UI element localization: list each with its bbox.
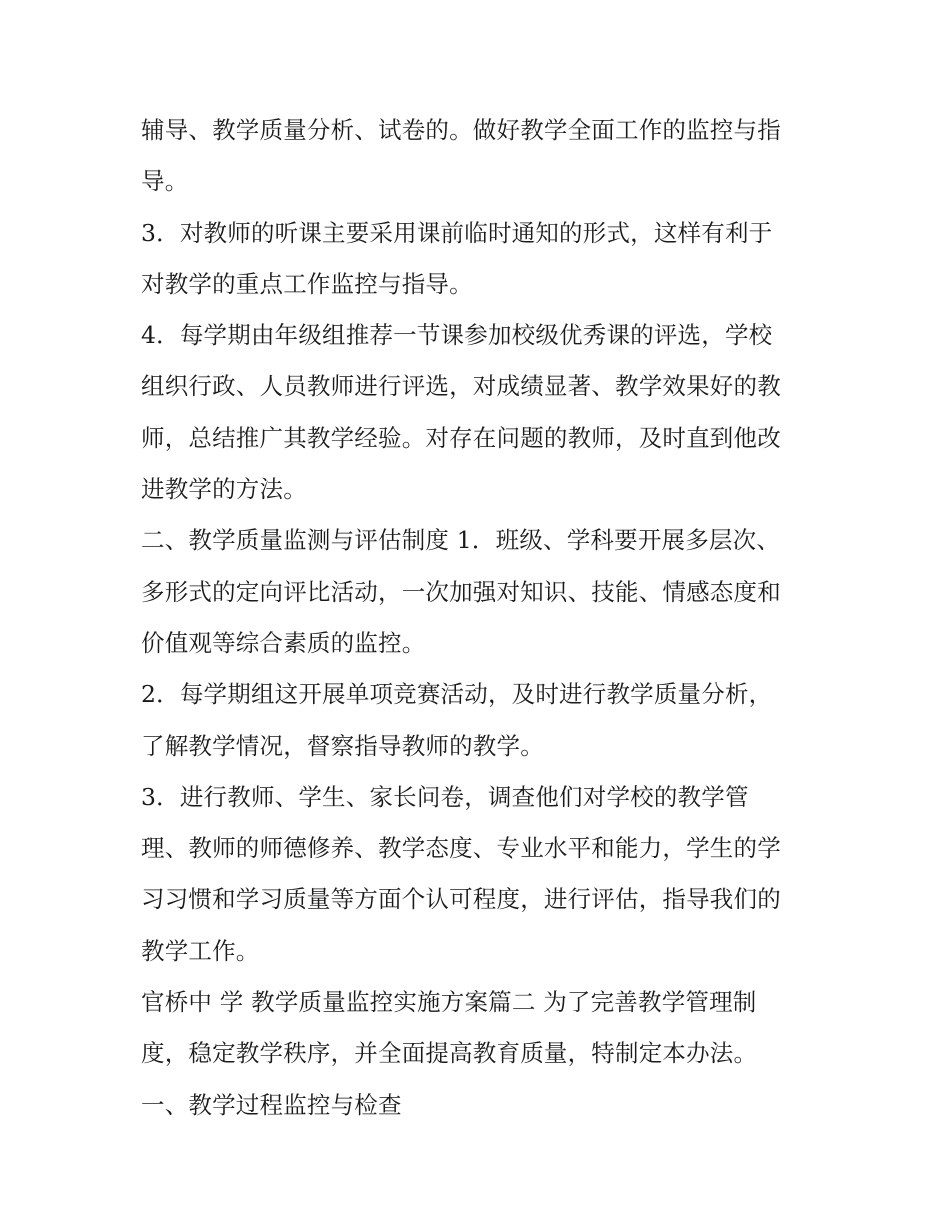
text-line-13: 了解教学情况，督察指导教师的教学。 [141,731,544,760]
text-line-19: 度，稳定教学秩序，并全面提高教育质量，特制定本办法。 [141,1039,758,1068]
text-line-9: 二、教学质量监测与评估制度 1．班级、学科要开展多层次、 [141,526,781,555]
text-line-6: 组织行政、人员教师进行评选，对成绩显著、教学效果好的教 [141,372,781,401]
text-line-11: 价值观等综合素质的监控。 [141,628,426,657]
text-line-20: 一、教学过程监控与检查 [141,1090,402,1119]
text-line-7: 师，总结推广其教学经验。对存在问题的教师，及时直到他改 [141,423,781,452]
text-line-16: 习习惯和学习质量等方面个认可程度，进行评估，指导我们的 [141,885,781,914]
text-line-12: 2．每学期组这开展单项竞赛活动，及时进行教学质量分析， [141,680,773,709]
text-line-10: 多形式的定向评比活动，一次加强对知识、技能、情感态度和 [141,577,781,606]
body-text [141,105,831,1131]
text-line-15: 理、教师的师德修养、教学态度、专业水平和能力，学生的学 [141,834,781,863]
text-line-8: 进教学的方法。 [141,475,307,504]
text-line-3: 3．对教师的听课主要采用课前临时通知的形式，这样有利于 [141,218,773,247]
text-line-4: 对教学的重点工作监控与指导。 [141,269,473,298]
text-line-17: 教学工作。 [141,936,260,965]
text-line-1: 辅导、教学质量分析、试卷的。做好教学全面工作的监控与指 [141,116,781,144]
text-line-2: 导。 [141,167,189,196]
text-line-14: 3．进行教师、学生、家长问卷，调查他们对学校的教学管 [141,782,749,811]
text-line-5: 4．每学期由年级组推荐一节课参加校级优秀课的评选，学校 [141,321,773,350]
text-line-18: 官桥中 学 教学质量监控实施方案篇二 为了完善教学管理制 [141,988,757,1017]
